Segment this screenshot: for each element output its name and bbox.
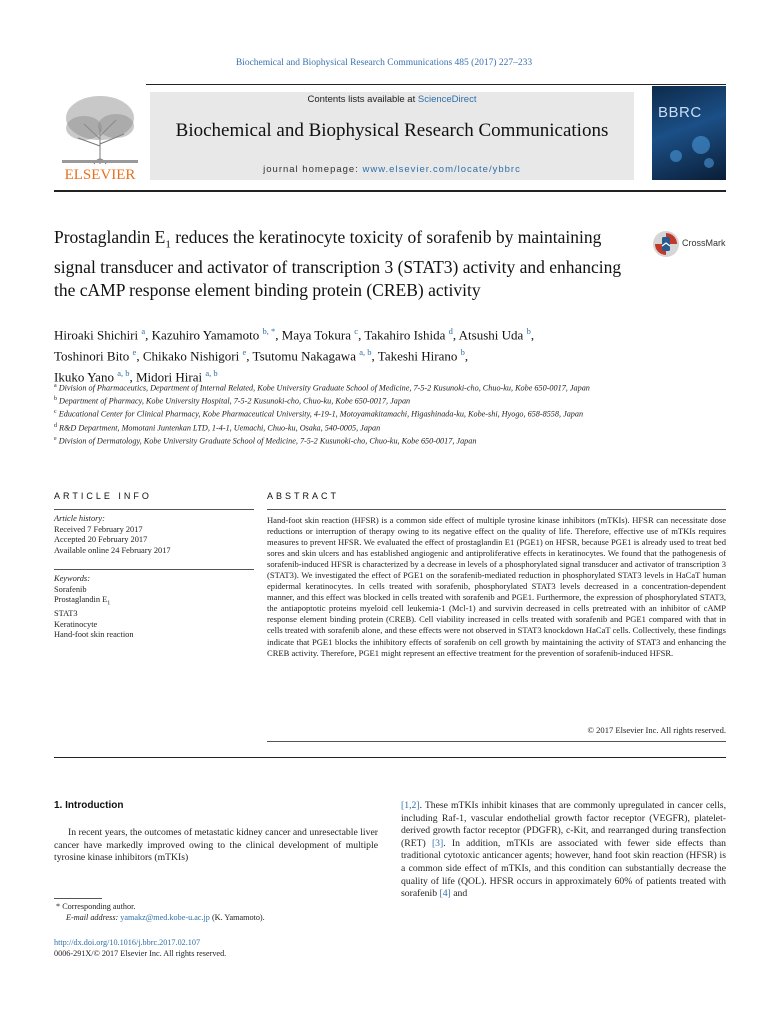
abstract-end-rule [267, 741, 726, 742]
journal-reference[interactable]: Biochemical and Biophysical Research Communications 485 (2017) 227–233 [235, 58, 533, 68]
abstract-heading: ABSTRACT [267, 491, 340, 501]
email-note: E-mail address: yamakz@med.kobe-u.ac.jp (K. Yamamoto). [66, 912, 265, 922]
footnote [54, 902, 384, 923]
keyword-item: Hand-foot skin reaction [54, 630, 134, 640]
accepted-date: Accepted 20 February 2017 [54, 535, 148, 544]
keyword-item: Keratinocyte [54, 619, 98, 629]
author-name[interactable]: Chikako Nishigori [142, 348, 240, 364]
cover-label: BBRC [658, 104, 702, 121]
author-name[interactable]: Takahiro Ishida [364, 327, 446, 343]
info-rule [54, 509, 254, 510]
doi-block [54, 938, 384, 959]
journal-cover[interactable] [652, 86, 726, 180]
affiliation-item: $^a$ Division of Pharmaceutics, Department of Internal Related, Kobe University Graduate School of Medicine, 7-5-2 Kusunoki-cho, Chuo-ku, Kobe 650-0017, Japan [54, 383, 590, 393]
article-info-heading: ARTICLE INFO [54, 491, 152, 501]
issn-line: 0006-291X/© 2017 Elsevier Inc. All rights reserved. [54, 948, 227, 958]
keyword-item: STAT3 [54, 609, 78, 619]
affiliation-item: $^b$ Department of Pharmacy, Kobe University Hospital, 7-5-2 Kusunoki-cho, Chuo-ku, Kobe 650-0017, Japan [54, 396, 411, 406]
affiliation-item: $^d$ R&D Department, Momotani Juntenkan LTD, 1-4-1, Uemachi, Chuo-ku, Osaka, 540-0005, Japan [54, 422, 381, 433]
author-name[interactable]: Ikuko Yano [54, 368, 114, 384]
keywords-label: Keywords: [54, 574, 90, 583]
intro-right-column: [1,2]. These mTKIs inhibit kinases that are commonly upregulated in cancer cells, including Raf-1, vascular endothelial growth factor receptor (VEGFR), platelet-derived growth factor receptor (PDGFR), c-Kit, and rearranged during transfection (RET) [3]. In addition, mTKIs are associated with fewer side effects than traditional cytotoxic anticancer agents; however, hand foot skin reaction (HFSR) is a common side effect of mTKIs, and this condition can substantially decrease the quality of life (QOL). HFSR occurs in approximately 60% of patients treated with sorafenib [4] and [401, 800, 727, 900]
history-label: Article history: [54, 514, 105, 523]
article-info [54, 514, 254, 556]
citation-link[interactable]: [1,2] [401, 800, 420, 811]
author-name[interactable]: Midori Hirai [136, 368, 203, 384]
received-date: Received 7 February 2017 [54, 524, 143, 534]
header-bottom-rule [54, 190, 726, 192]
author-name[interactable]: Maya Tokura [281, 327, 352, 343]
affiliation-item: $^e$ Division of Dermatology, Kobe University Graduate School of Medicine, 7-5-2 Kusunoki-cho, Chuo-ku, Kobe 650-0017, Japan [54, 435, 477, 446]
journal-name: Biochemical and Biophysical Research Communications [175, 120, 609, 141]
author-name[interactable]: Takeshi Hirano [377, 348, 458, 364]
abstract-copyright: © 2017 Elsevier Inc. All rights reserved. [587, 725, 726, 735]
intro-left-column: In recent years, the outcomes of metastatic kidney cancer and unresectable liver cancer have markedly improved owing to the clinical development of multiple tyrosine kinase inhibitors (mTKIs) [54, 827, 378, 864]
article-title: Prostaglandin $E_1$ reduces the keratinocyte toxicity of sorafenib by maintaining signal transducer and activator of transcription 3 (STAT3) activity and enhancing the cAMP response element binding protein (CREB) activity [54, 227, 622, 300]
cover-decoration [692, 136, 710, 154]
corresponding-author-note: * Corresponding author. [56, 902, 136, 911]
journal-homepage: journal homepage: www.elsevier.com/locate/ybbrc [263, 164, 521, 175]
section-divider [54, 757, 726, 758]
keywords [54, 574, 254, 641]
author-name[interactable]: Hiroaki Shichiri [54, 327, 139, 343]
elsevier-logo [54, 84, 146, 182]
contents-line: Contents lists available at ScienceDirect [307, 94, 477, 105]
abstract-text: Hand-foot skin reaction (HFSR) is a common side effect of multiple tyrosine kinase inhibitors (mTKIs). HFSR can necessitate dose reductions or interruption of therapy owing to its negative effect on the quality of life. Therefore, effective use of mTKIs requires measures to prevent HFSR. We evaluated the effect of prostaglandin E1 (PGE1) on HFSR, because PGE1 is already used to treat bed sores and skin ulcers and has established angiogenic and antiproliferative effects in keratinocytes. We found that the pathogenesis of sorafenib-induced HFSR is characterized by a decrease in levels of a phosphorylated signal transducer and activator of transcription 3 (STAT3). We investigated the effect of PGE1 on the sorafenib-mediated reduction in phosphorylated STAT3 levels in HaCaT human epidermal keratinocytes. In cells treated with sorafenib, phosphorylated STAT3 levels decreased in a concentration-dependent manner, and this effect was blocked in cells treated with sorafenib and PGE1. Furthermore, the expression of phosphorylated STAT3, the antiapoptotic proteins myeloid cell leukemia-1 (Mcl-1) and survivin decreased in cells pretreated with an inhibitor of cAMP response element binding protein (CREB). Cell viability increased in cells treated with sorafenib and PGE1 compared with that in cells treated with sorafenib alone, and these effects were not observed in STAT3 knockdown HaCaT cells. Collectively, these findings indicate that PGE1 blocks the inhibitory effects of sorafenib on cell growth by maintaining the activity of STAT3 and enhancing the CREB activity. Therefore, PGE1 might represent an effective treatment for the prevention of sorafenib-induced HFSR. [267, 515, 726, 658]
author-name[interactable]: Toshinori Bito [54, 348, 130, 364]
intro-heading: 1. Introduction [54, 800, 124, 811]
author-list: Hiroaki Shichiri $^a$, Kazuhiro Yamamoto $^{b, *}$, Maya Tokura $^c$, Takahiro Ishida $^d$, Atsushi Uda $^b$, Toshinori Bito $^e$, Chikako Nishigori $^e$, Tsutomu Nakagawa $^{a, b}$, Takeshi Hirano $^b$, Ikuko Yano $^{a, b}$, Midori Hirai $^{a, b}$ [54, 326, 535, 384]
sciencedirect-link[interactable]: ScienceDirect [417, 94, 477, 105]
elsevier-wordmark: ELSEVIER [64, 167, 136, 182]
author-name[interactable]: Tsutomu Nakagawa [252, 348, 356, 364]
elsevier-tree-icon [54, 84, 146, 182]
header-top-rule [54, 84, 726, 85]
crossmark-icon [652, 230, 680, 258]
affiliation-item: $^c$ Educational Center for Clinical Pharmacy, Kobe Pharmaceutical University, 4-19-1, Motoyamakitamachi, Higashinada-ku, Kobe-shi, Hyogo, 658-8558, Japan [54, 409, 584, 420]
affiliations [54, 381, 694, 447]
cover-decoration [670, 150, 682, 162]
author-name[interactable]: Atsushi Uda [458, 327, 524, 343]
keyword-item: Prostaglandin $E_1$ [54, 595, 111, 607]
abstract-rule [267, 509, 726, 510]
online-date: Available online 24 February 2017 [54, 545, 171, 555]
citation-link[interactable]: [3] [431, 837, 444, 849]
crossmark-badge[interactable] [652, 230, 732, 258]
email-link[interactable]: yamakz@med.kobe-u.ac.jp [120, 912, 210, 922]
author-name[interactable]: Kazuhiro Yamamoto [151, 327, 260, 343]
citation-link[interactable]: [4] [439, 888, 451, 900]
keywords-rule [54, 569, 254, 570]
cover-decoration [704, 158, 714, 168]
footnote-rule [54, 898, 102, 899]
keyword-item: Sorafenib [54, 584, 87, 594]
doi-link[interactable]: http://dx.doi.org/10.1016/j.bbrc.2017.02.107 [54, 938, 201, 947]
homepage-link[interactable]: www.elsevier.com/locate/ybbrc [362, 164, 521, 175]
crossmark-label: CrossMark [682, 238, 726, 248]
